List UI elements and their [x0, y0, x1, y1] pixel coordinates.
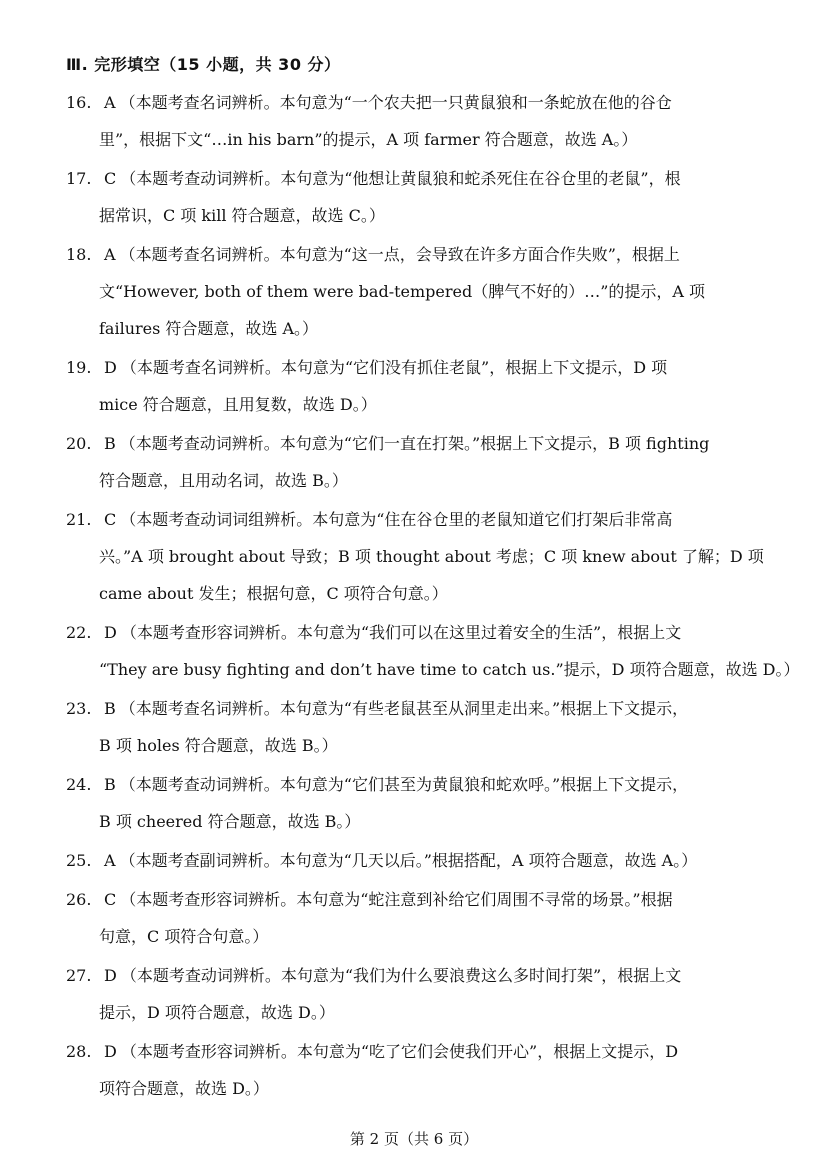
answer-letter: D — [104, 1042, 117, 1061]
explanation-text: （本题考查名词辨析。本句意为“它们没有抓住老鼠”，根据上下文提示，D 项 — [120, 358, 668, 377]
question-number: 23. — [66, 699, 92, 718]
answer-continuation-line — [66, 386, 756, 423]
explanation-text: （本题考查形容词辨析。本句意为“我们可以在这里过着安全的生活”，根据上文 — [120, 623, 682, 642]
explanation-text: （本题考查名词辨析。本句意为“一个农夫把一只黄鼠狼和一条蛇放在他的谷仓 — [119, 93, 672, 112]
explanation-text: 提示，D 项符合题意，故选 D。） — [99, 1003, 335, 1022]
answer-first-line — [66, 690, 756, 727]
answer-item — [66, 160, 756, 234]
question-number: 18. — [66, 245, 92, 264]
answer-item — [66, 349, 756, 423]
answer-continuation-line — [66, 918, 756, 955]
explanation-text: 兴。”A 项 brought about 导致；B 项 thought about 考虑；C 项 knew about 了解；D 项 — [99, 547, 764, 566]
explanation-text: 里”，根据下文“…in his barn”的提示，A 项 farmer 符合题意，故选 A。） — [99, 130, 638, 149]
explanation-text: （本题考查动词词组辨析。本句意为“住在谷仓里的老鼠知道它们打架后非常高 — [120, 510, 673, 529]
answer-continuation-line — [66, 197, 756, 234]
question-number: 17. — [66, 169, 92, 188]
answer-letter: B — [104, 775, 116, 794]
explanation-text: （本题考查动词辨析。本句意为“它们一直在打架。”根据上下文提示，B 项 fighting — [119, 434, 710, 453]
explanation-text: mice 符合题意，且用复数，故选 D。） — [99, 395, 377, 414]
answer-letter: C — [104, 510, 117, 529]
answer-letter: D — [104, 623, 117, 642]
answer-first-line — [66, 236, 756, 273]
explanation-text: 符合题意，且用动名词，故选 B。） — [99, 471, 348, 490]
answer-item — [66, 84, 756, 158]
explanation-text: “They are busy fighting and don’t have time to catch us.”提示，D 项符合题意，故选 D。） — [99, 660, 800, 679]
answer-continuation-line — [66, 1070, 756, 1107]
answer-letter: B — [104, 434, 116, 453]
answer-item — [66, 881, 756, 955]
answer-item — [66, 1033, 756, 1107]
answer-first-line — [66, 881, 756, 918]
question-number: 16. — [66, 93, 92, 112]
explanation-text: （本题考查名词辨析。本句意为“这一点，会导致在许多方面合作失败”，根据上 — [119, 245, 680, 264]
page-footer: 第 2 页（共 6 页） — [349, 1130, 479, 1148]
answer-letter: B — [104, 699, 116, 718]
explanation-text: （本题考查动词辨析。本句意为“我们为什么要浪费这么多时间打架”，根据上文 — [120, 966, 682, 985]
answer-item — [66, 957, 756, 1031]
answer-first-line — [66, 84, 756, 121]
explanation-text: came about 发生；根据句意，C 项符合句意。） — [99, 584, 448, 603]
explanation-text: （本题考查形容词辨析。本句意为“蛇注意到补给它们周围不寻常的场景。”根据 — [120, 890, 673, 909]
answer-item — [66, 501, 764, 612]
answer-item — [66, 690, 756, 764]
answer-item — [66, 766, 756, 840]
answer-first-line — [66, 842, 756, 879]
answer-continuation-line — [66, 121, 756, 158]
answer-continuation-line — [66, 994, 756, 1031]
question-number: 25. — [66, 851, 92, 870]
question-number: 28. — [66, 1042, 92, 1061]
explanation-text: B 项 holes 符合题意，故选 B。） — [99, 736, 338, 755]
answer-letter: C — [104, 169, 117, 188]
question-number: 21. — [66, 510, 92, 529]
answer-first-line — [66, 425, 756, 462]
answer-first-line — [66, 501, 756, 538]
answer-first-line — [66, 614, 756, 651]
answer-letter: A — [104, 93, 116, 112]
answer-continuation-line — [66, 803, 756, 840]
explanation-text: （本题考查形容词辨析。本句意为“吃了它们会使我们开心”，根据上文提示，D — [120, 1042, 679, 1061]
answer-continuation-line — [66, 310, 756, 347]
question-number: 24. — [66, 775, 92, 794]
explanation-text: （本题考查动词辨析。本句意为“它们甚至为黄鼠狼和蛇欢呼。”根据上下文提示， — [119, 775, 689, 794]
explanation-text: 文“However, both of them were bad-tempered（脾气不好的）…”的提示，A 项 — [99, 282, 706, 301]
answer-continuation-line — [66, 462, 756, 499]
answer-letter: D — [104, 966, 117, 985]
answer-letter: A — [104, 245, 116, 264]
answer-first-line — [66, 160, 756, 197]
question-number: 22. — [66, 623, 92, 642]
question-number: 19. — [66, 358, 92, 377]
explanation-text: （本题考查动词辨析。本句意为“他想让黄鼠狼和蛇杀死住在谷仓里的老鼠”，根 — [120, 169, 681, 188]
answer-first-line — [66, 766, 756, 803]
explanation-text: （本题考查名词辨析。本句意为“有些老鼠甚至从洞里走出来。”根据上下文提示， — [119, 699, 689, 718]
answer-item — [66, 842, 756, 879]
explanation-text: 句意，C 项符合句意。） — [99, 927, 269, 946]
answer-letter: D — [104, 358, 117, 377]
question-number: 20. — [66, 434, 92, 453]
answer-continuation-line — [66, 575, 756, 612]
answer-first-line — [66, 957, 756, 994]
question-number: 26. — [66, 890, 92, 909]
answer-item — [66, 236, 756, 347]
explanation-text: （本题考查副词辨析。本句意为“几天以后。”根据搭配，A 项符合题意，故选 A。） — [119, 851, 698, 870]
answer-letter: A — [104, 851, 116, 870]
answer-letter: C — [104, 890, 117, 909]
answer-continuation-line — [66, 651, 800, 688]
explanation-text: B 项 cheered 符合题意，故选 B。） — [99, 812, 361, 831]
answer-continuation-line — [66, 273, 756, 310]
answer-first-line — [66, 1033, 756, 1070]
question-number: 27. — [66, 966, 92, 985]
answer-item — [66, 425, 756, 499]
answer-item — [66, 614, 800, 688]
answer-continuation-line — [66, 538, 764, 575]
explanation-text: 项符合题意，故选 D。） — [99, 1079, 269, 1098]
explanation-text: failures 符合题意，故选 A。） — [99, 319, 319, 338]
explanation-text: 据常识，C 项 kill 符合题意，故选 C。） — [99, 206, 385, 225]
answer-continuation-line — [66, 727, 756, 764]
answer-first-line — [66, 349, 756, 386]
section-title: Ⅲ. 完形填空（15 小题，共 30 分） — [66, 55, 341, 74]
